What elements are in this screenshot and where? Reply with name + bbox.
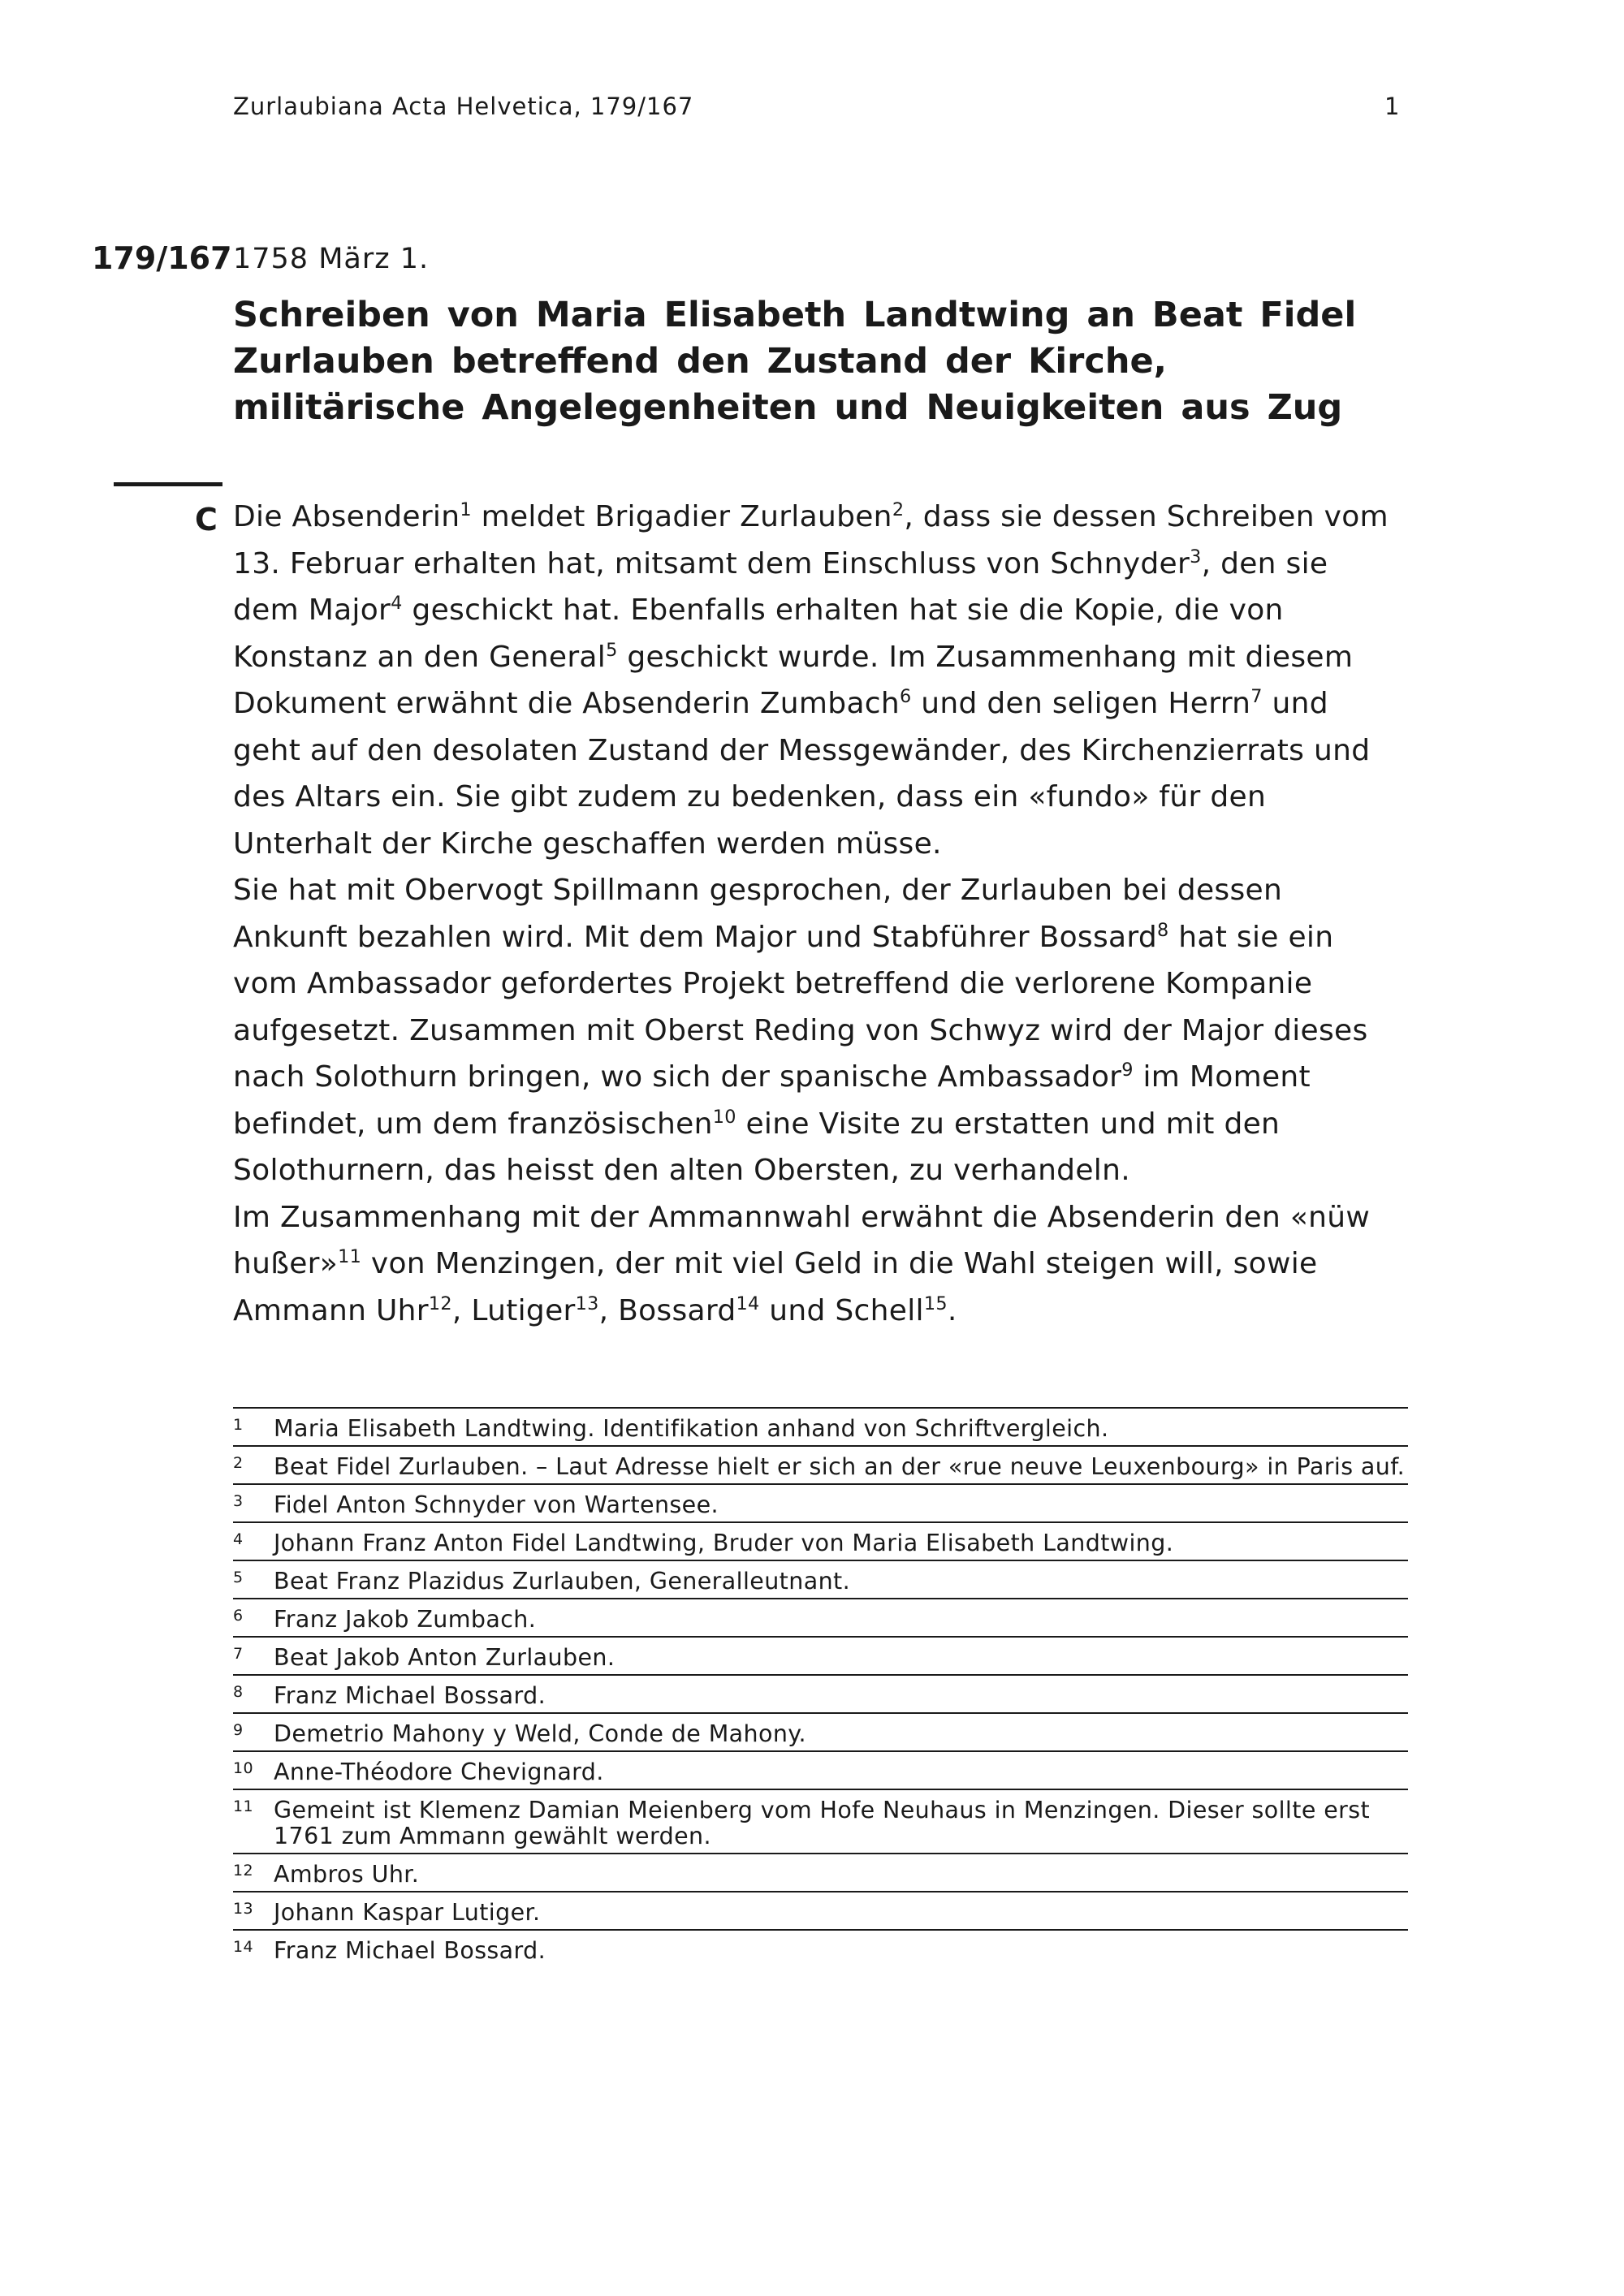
footnote-number: 1 bbox=[233, 1416, 244, 1434]
footnote-number: 4 bbox=[233, 1530, 244, 1548]
footnote-text: Beat Franz Plazidus Zurlauben, Generalleutnant. bbox=[274, 1568, 851, 1595]
footnote-item bbox=[233, 1636, 1408, 1674]
footnote-item bbox=[233, 1560, 1408, 1598]
footnote-text: Beat Fidel Zurlauben. – Laut Adresse hielt er sich an der «rue neuve Leuxenbourg» in Paris auf. bbox=[274, 1453, 1406, 1480]
footnote-number: 5 bbox=[233, 1569, 244, 1586]
footnote-text: Franz Michael Bossard. bbox=[274, 1682, 546, 1709]
footnote-text: Anne-Théodore Chevignard. bbox=[274, 1759, 604, 1785]
running-head: Zurlaubiana Acta Helvetica, 179/167 bbox=[233, 93, 694, 120]
footnote-item bbox=[233, 1891, 1408, 1929]
footnote-number: 13 bbox=[233, 1900, 253, 1918]
footnote-number: 11 bbox=[233, 1798, 253, 1815]
footnote-ref: 11 bbox=[338, 1246, 362, 1267]
footnote-item bbox=[233, 1445, 1408, 1483]
footnote-text: Ambros Uhr. bbox=[274, 1861, 420, 1888]
footnote-ref: 8 bbox=[1157, 919, 1169, 941]
footnote-item bbox=[233, 1789, 1408, 1853]
footnote-text: Maria Elisabeth Landtwing. Identifikation anhand von Schriftvergleich. bbox=[274, 1415, 1109, 1442]
footnote-ref: 1 bbox=[460, 499, 472, 520]
footnote-number: 10 bbox=[233, 1759, 253, 1777]
footnote-ref: 6 bbox=[900, 686, 912, 707]
footnote-number: 2 bbox=[233, 1454, 244, 1472]
footnote-ref: 5 bbox=[606, 639, 618, 661]
footnote-ref: 15 bbox=[923, 1293, 948, 1314]
footnote-item bbox=[233, 1521, 1408, 1560]
document-number: 179/167 bbox=[92, 240, 232, 276]
footnote-ref: 14 bbox=[736, 1293, 760, 1314]
summary-paragraph: Sie hat mit Obervogt Spillmann gesprochen, der Zurlauben bei dessen Ankunft bezahlen wird. Mit dem Major und Stabführer Bossard$^8$ hat sie ein vom Ambassador gefordertes Projekt betreffend die verlorene Kompanie aufgesetzt. Zusammen mit Oberst Reding von Schwyz wird der Major dieses nach Solothurn bringen, wo sich der spanische Ambassador$^9$ im Moment befindet, um dem französischen$^{10}$ eine Visite zu erstatten und mit den Solothurnern, das heisst den alten Obersten, zu verhandeln. bbox=[233, 874, 1368, 1187]
footnote-item bbox=[233, 1674, 1408, 1712]
summary-paragraph: Die Absenderin$^1$ meldet Brigadier Zurlauben$^2$, dass sie dessen Schreiben vom 13. Februar erhalten hat, mitsamt dem Einschluss von Schnyder$^3$, den sie dem Major$^4$ geschickt hat. Ebenfalls erhalten hat sie die Kopie, die von Konstanz an den General$^5$ geschickt wurde. Im Zusammenhang mit diesem Dokument erwähnt die Absenderin Zumbach$^6$ und den seligen Herrn$^7$ und geht auf den desolaten Zustand der Messgewänder, des Kirchenzierrats und des Altars ein. Sie gibt zudem zu bedenken, dass ein «fundo» für den Unterhalt der Kirche geschaffen werden müsse. bbox=[233, 499, 1389, 861]
summary-body bbox=[233, 494, 1394, 1334]
footnote-item bbox=[233, 1407, 1408, 1445]
footnote-ref: 4 bbox=[391, 593, 403, 614]
footnote-ref: 7 bbox=[1250, 686, 1263, 707]
footnote-text: Beat Jakob Anton Zurlauben. bbox=[274, 1644, 615, 1671]
footnote-ref: 13 bbox=[575, 1293, 599, 1314]
footnote-text: Fidel Anton Schnyder von Wartensee. bbox=[274, 1491, 719, 1518]
footnote-item bbox=[233, 1712, 1408, 1750]
footnote-item bbox=[233, 1483, 1408, 1521]
footnote-number: 9 bbox=[233, 1721, 244, 1739]
footnote-number: 7 bbox=[233, 1645, 244, 1663]
page-number: 1 bbox=[1384, 93, 1400, 120]
document-title: Schreiben von Maria Elisabeth Landtwing an Beat Fidel Zurlauben betreffend den Zustand der Kirche, militärische Angelegenheiten und Neuigkeiten aus Zug bbox=[233, 295, 1357, 428]
footnote-text: Johann Kaspar Lutiger. bbox=[274, 1899, 541, 1926]
footnote-text: Franz Jakob Zumbach. bbox=[274, 1606, 537, 1633]
document-date: 1758 März 1. bbox=[233, 243, 430, 275]
footnote-ref: 2 bbox=[892, 499, 905, 520]
footnote-item bbox=[233, 1598, 1408, 1636]
footnote-ref: 9 bbox=[1121, 1060, 1134, 1081]
summary-rule bbox=[114, 482, 222, 486]
footnote-item bbox=[233, 1929, 1408, 1967]
footnote-item bbox=[233, 1853, 1408, 1891]
footnote-text: Johann Franz Anton Fidel Landtwing, Bruder von Maria Elisabeth Landtwing. bbox=[274, 1530, 1174, 1556]
footnote-text: Gemeint ist Klemenz Damian Meienberg vom Hofe Neuhaus in Menzingen. Dieser sollte erst 1761 zum Ammann gewählt werden. bbox=[274, 1797, 1371, 1849]
footnote-ref: 12 bbox=[428, 1293, 452, 1314]
footnote-text: Demetrio Mahony y Weld, Conde de Mahony. bbox=[274, 1720, 806, 1747]
footnote-item bbox=[233, 1750, 1408, 1789]
footnote-number: 8 bbox=[233, 1683, 244, 1701]
summary-paragraph: Im Zusammenhang mit der Ammannwahl erwähnt die Absenderin den «nüw hußer»$^{11}$ von Menzingen, der mit viel Geld in die Wahl steigen will, sowie Ammann Uhr$^{12}$, Lutiger$^{13}$, Bossard$^{14}$ und Schell$^{15}$. bbox=[233, 1200, 1371, 1327]
footnote-number: 3 bbox=[233, 1492, 244, 1510]
footnotes-list bbox=[233, 1407, 1408, 1967]
footnote-number: 12 bbox=[233, 1862, 253, 1880]
footnote-number: 14 bbox=[233, 1938, 253, 1956]
footnote-ref: 10 bbox=[712, 1106, 736, 1128]
summary-letter: C bbox=[195, 502, 218, 537]
footnote-text: Franz Michael Bossard. bbox=[274, 1937, 546, 1964]
footnote-number: 6 bbox=[233, 1607, 244, 1625]
footnote-ref: 3 bbox=[1190, 546, 1202, 568]
